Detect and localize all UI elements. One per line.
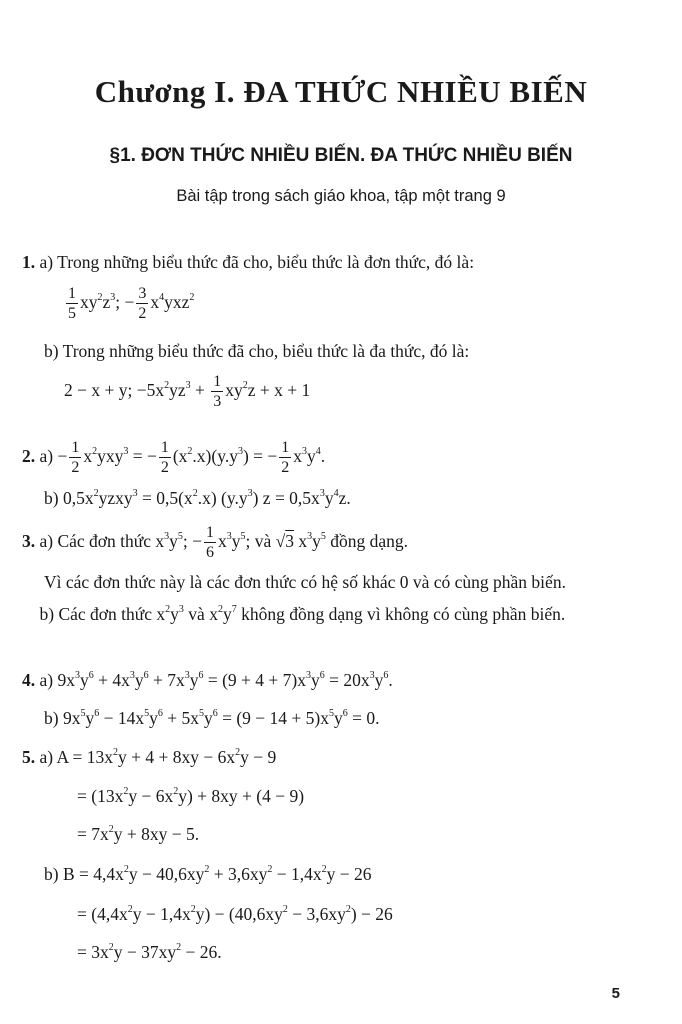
math-line: 2 − x + y; $-5x^2yz^3$ + $\frac{1}{3}$ $xy^2z + x + 1$ bbox=[64, 373, 311, 410]
math-line: = $3x^2y - 37xy^2 - 26$. bbox=[77, 942, 222, 962]
exercise-number: 4. bbox=[22, 670, 36, 690]
math-line: = $(4,4x^2y - 1,4x^2y) - (40,6xy^2 - 3,6xy^2) - 26$ bbox=[77, 904, 393, 924]
exercise-text: và bbox=[188, 604, 205, 624]
exercise-3-note: Vì các đơn thức này là các đơn thức có hệ số khác 0 và có cùng phần biến. bbox=[44, 572, 566, 592]
exercise-4-a: 4. a) $9x^3y^6 + 4x^3y^6 + 7x^3y^6 = (9 + 4 + 7)x^3y^6 = 20x^3y^6$. bbox=[22, 670, 393, 690]
page-number: 5 bbox=[611, 985, 620, 1002]
exercise-5-a: 5. a) $A = 13x^2y + 4 + 8xy - 6x^2y - 9$ bbox=[22, 747, 277, 767]
exercise-5-b: b) $B = 4,4x^2y - 40,6xy^2 + 3,6xy^2 - 1,4x^2y - 26$ bbox=[44, 864, 372, 884]
exercise-4-b: b) $9x^5y^6 - 14x^5y^6 + 5x^5y^6 = (9 - 14 + 5)x^5y^6 = 0$. bbox=[44, 708, 380, 728]
section-title: §1. ĐƠN THỨC NHIỀU BIẾN. ĐA THỨC NHIỀU BIẾN bbox=[109, 145, 573, 166]
exercise-number: 3. bbox=[22, 531, 36, 552]
exercise-text: không đồng dạng vì không có cùng phần biến. bbox=[241, 604, 566, 624]
exercise-number: 1. bbox=[22, 252, 36, 272]
exercise-text: a) Các đơn thức bbox=[39, 531, 152, 552]
exercise-3-b: b) Các đơn thức $x^2y^3$ và $x^2y^7$ không đồng dạng vì không có cùng phần biến. bbox=[39, 604, 566, 624]
chapter-title: Chương I. ĐA THỨC NHIỀU BIẾN bbox=[94, 74, 588, 109]
exercise-text: a) Trong những biểu thức đã cho, biểu thức là đơn thức, đó là: bbox=[39, 252, 475, 272]
exercise-text: đồng dạng. bbox=[330, 531, 409, 552]
math-line: = $(13x^2y - 6x^2y) + 8xy + (4 - 9)$ bbox=[77, 786, 305, 806]
exercise-1-b: b) Trong những biểu thức đã cho, biểu thức là đa thức, đó là: bbox=[44, 341, 470, 361]
math-line: = $7x^2y + 8xy - 5$. bbox=[77, 824, 200, 844]
exercise-text: b) Các đơn thức bbox=[39, 604, 153, 624]
math-line: $\frac{1}{5}$ $xy^2z^3$; − $\frac{3}{2}$ $x^4yxz^2$ bbox=[68, 285, 195, 322]
subtitle: Bài tập trong sách giáo khoa, tập một trang 9 bbox=[176, 187, 506, 205]
exercise-1-a bbox=[22, 250, 474, 274]
exercise-number: 5. bbox=[22, 747, 36, 767]
exercise-2-a: 2. a) − $\frac{1}{2}$ $x^2yxy^3$ = − $\frac{1}{2}$ $(x^2.x)(y.y^3)$ = − $\frac{1}{2}$ $x^3y^4$. bbox=[22, 439, 326, 476]
exercise-3-a: 3. a) Các đơn thức $x^3y^5$; − $\frac{1}{6}$ $x^3y^5$; và √3 $x^3y^5$ đồng dạng. bbox=[22, 524, 409, 561]
exercise-number: 2. bbox=[22, 446, 36, 467]
exercise-2-b: b) $0,5x^2yzxy^3 = 0,5(x^2.x)$ $(y.y^3) z = 0,5x^3y^4z$. bbox=[44, 488, 351, 508]
